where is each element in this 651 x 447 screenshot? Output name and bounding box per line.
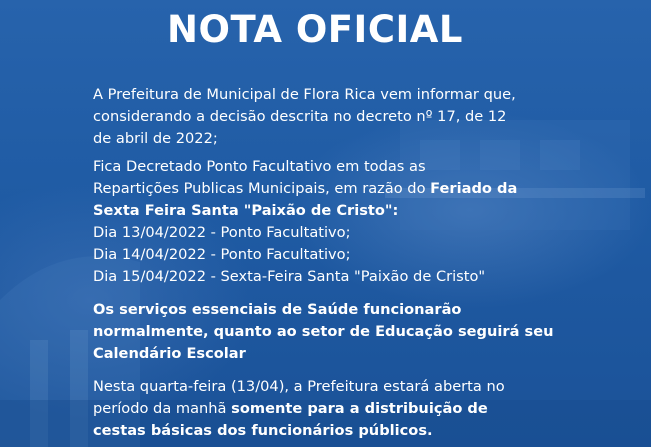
wednesday-paragraph <box>93 376 563 442</box>
wednesday-text: período da manhã <box>93 400 232 417</box>
page-title: NOTA OFICIAL <box>167 8 463 51</box>
intro-paragraph <box>93 84 563 150</box>
decree-line <box>93 178 563 200</box>
intro-line: A Prefeitura de Municipal de Flora Rica vem informar que, <box>93 86 516 103</box>
distribution-highlight: somente para a distribuição de <box>231 400 488 417</box>
intro-line: considerando a decisão descrita no decreto nº 17, de 12 <box>93 108 507 125</box>
wednesday-line <box>93 398 563 420</box>
decree-text: Repartições Publicas Municipais, em razão do <box>93 180 431 197</box>
services-paragraph <box>93 299 563 365</box>
holiday-highlight: Sexta Feira Santa "Paixão de Cristo": <box>93 202 399 219</box>
services-line: normalmente, quanto ao setor de Educação seguirá seu <box>93 323 554 340</box>
notice-body <box>93 84 563 442</box>
wednesday-line: Nesta quarta-feira (13/04), a Prefeitura estará aberta no <box>93 378 505 395</box>
decree-line: Fica Decretado Ponto Facultativo em todas as <box>93 158 426 175</box>
services-line: Os serviços essenciais de Saúde funcionarão <box>93 301 462 318</box>
holiday-highlight: Feriado da <box>430 180 518 197</box>
day-item: Dia 13/04/2022 - Ponto Facultativo; <box>93 224 351 241</box>
distribution-highlight: cestas básicas dos funcionários públicos. <box>93 422 433 439</box>
services-line: Calendário Escolar <box>93 345 246 362</box>
day-item: Dia 14/04/2022 - Ponto Facultativo; <box>93 246 351 263</box>
decree-paragraph <box>93 156 563 288</box>
day-item: Dia 15/04/2022 - Sexta-Feira Santa "Paixão de Cristo" <box>93 268 486 285</box>
intro-line: de abril de 2022; <box>93 130 218 147</box>
